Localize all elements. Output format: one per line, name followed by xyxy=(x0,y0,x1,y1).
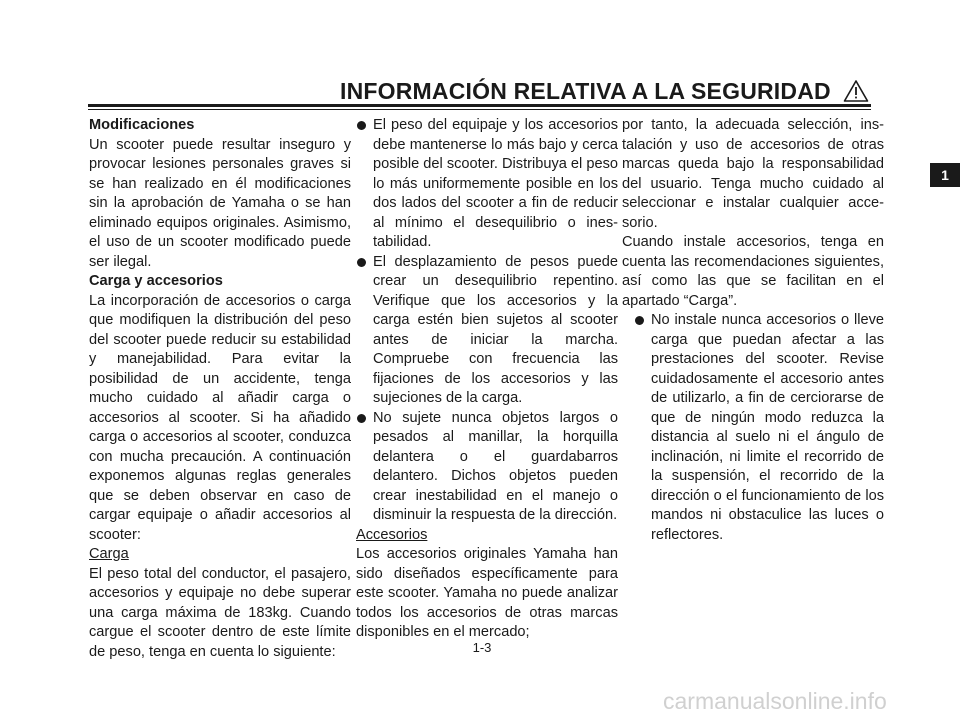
column-3 xyxy=(622,116,884,545)
page-title: INFORMACIÓN RELATIVA A LA SEGURIDAD xyxy=(340,78,831,104)
list-item: No sujete nunca objetos largos o pesados al manillar, la horquilla delantera o el guardabarros delantero. Dichos objetos pueden crear inestabilidad en el manejo o disminuir la respuesta de la dirección. xyxy=(356,409,618,526)
page-number: 1-3 xyxy=(472,640,492,655)
paragraph: Los accesorios originales Yamaha han sido diseñados específicamente para este scooter. Yamaha no puede analizar todos los accesorios de otras marcas disponibles en el mercado; xyxy=(356,546,618,640)
header-rule xyxy=(88,104,871,107)
bullet-list-carga xyxy=(356,116,618,526)
heading-carga-accesorios: Carga y accesorios xyxy=(89,273,223,289)
paragraph: La incorporación de accesorios o carga que modifiquen la distribución del peso del scooter puede reducir su estabilidad y manejabilidad. Para evitar la posibilidad de un accidente, tenga mucho cuidado al añadir carga o accesorios al scooter. Si ha añadido carga o accesorios al scooter, conduzca con mucha precaución. A continuación exponemos algunas reglas generales que se deben observar en caso de cargar equipaje o añadir accesorios al scooter: xyxy=(89,292,351,543)
paragraph: por tanto, la adecuada selección, instalación y uso de accesorios de otras marcas queda bajo la responsabilidad del usuario. Tenga mucho cuidado al seleccionar e instalar cualquier accesorio. xyxy=(622,117,884,231)
column-1 xyxy=(89,116,351,662)
paragraph: Un scooter puede resultar inseguro y provocar lesiones personales graves si se han realizado en él modificaciones sin la aprobación de Yamaha o se han eliminado equipos originales. Asimismo, el uso de un scooter modificado puede ser ilegal. xyxy=(89,136,351,270)
warning-triangle-icon xyxy=(843,79,869,103)
header-rule-thin xyxy=(88,109,871,110)
chapter-tab: 1 xyxy=(930,163,960,187)
list-item: El desplazamiento de pesos puede crear un desequilibrio repentino. Verifique que los accesorios y la carga estén bien sujetos al scooter antes de iniciar la marcha. Compruebe con frecuencia las fijaciones de los accesorios y las sujeciones de la carga. xyxy=(356,253,618,409)
list-item: El peso del equipaje y los accesorios debe mantenerse lo más bajo y cerca posible del scooter. Distribuya el peso lo más uniformemente posible en los dos lados del scooter a fin de reducir al mínimo el desequilibrio o inestabilidad. xyxy=(356,116,618,253)
bullet-list-accesorios xyxy=(622,311,884,545)
paragraph: El peso total del conductor, el pasajero, accesorios y equipaje no debe superar una carga máxima de 183kg. Cuando cargue el scooter dentro de este límite de peso, tenga en cuenta lo siguiente: xyxy=(89,565,351,660)
heading-modificaciones: Modificaciones xyxy=(89,117,195,133)
paragraph: Cuando instale accesorios, tenga en cuenta las recomendaciones siguientes, así como las que se facilitan en el apartado “Carga”. xyxy=(622,234,884,309)
subheading-carga: Carga xyxy=(89,546,129,562)
column-2 xyxy=(356,116,618,643)
subheading-accesorios: Accesorios xyxy=(356,526,428,543)
list-item: No instale nunca accesorios o lleve carga que puedan afectar a las prestaciones del scooter. Revise cuidadosamente el accesorio antes de utilizarlo, a fin de cerciorarse de que de ningún modo reduzca la distancia al suelo ni el ángulo de inclinación, ni limite el recorrido de la suspensión, el recorrido de la dirección o el funcionamiento de los mandos ni obstaculice las luces o reflectores. xyxy=(634,311,884,545)
watermark: carmanualsonline.info xyxy=(663,688,887,714)
